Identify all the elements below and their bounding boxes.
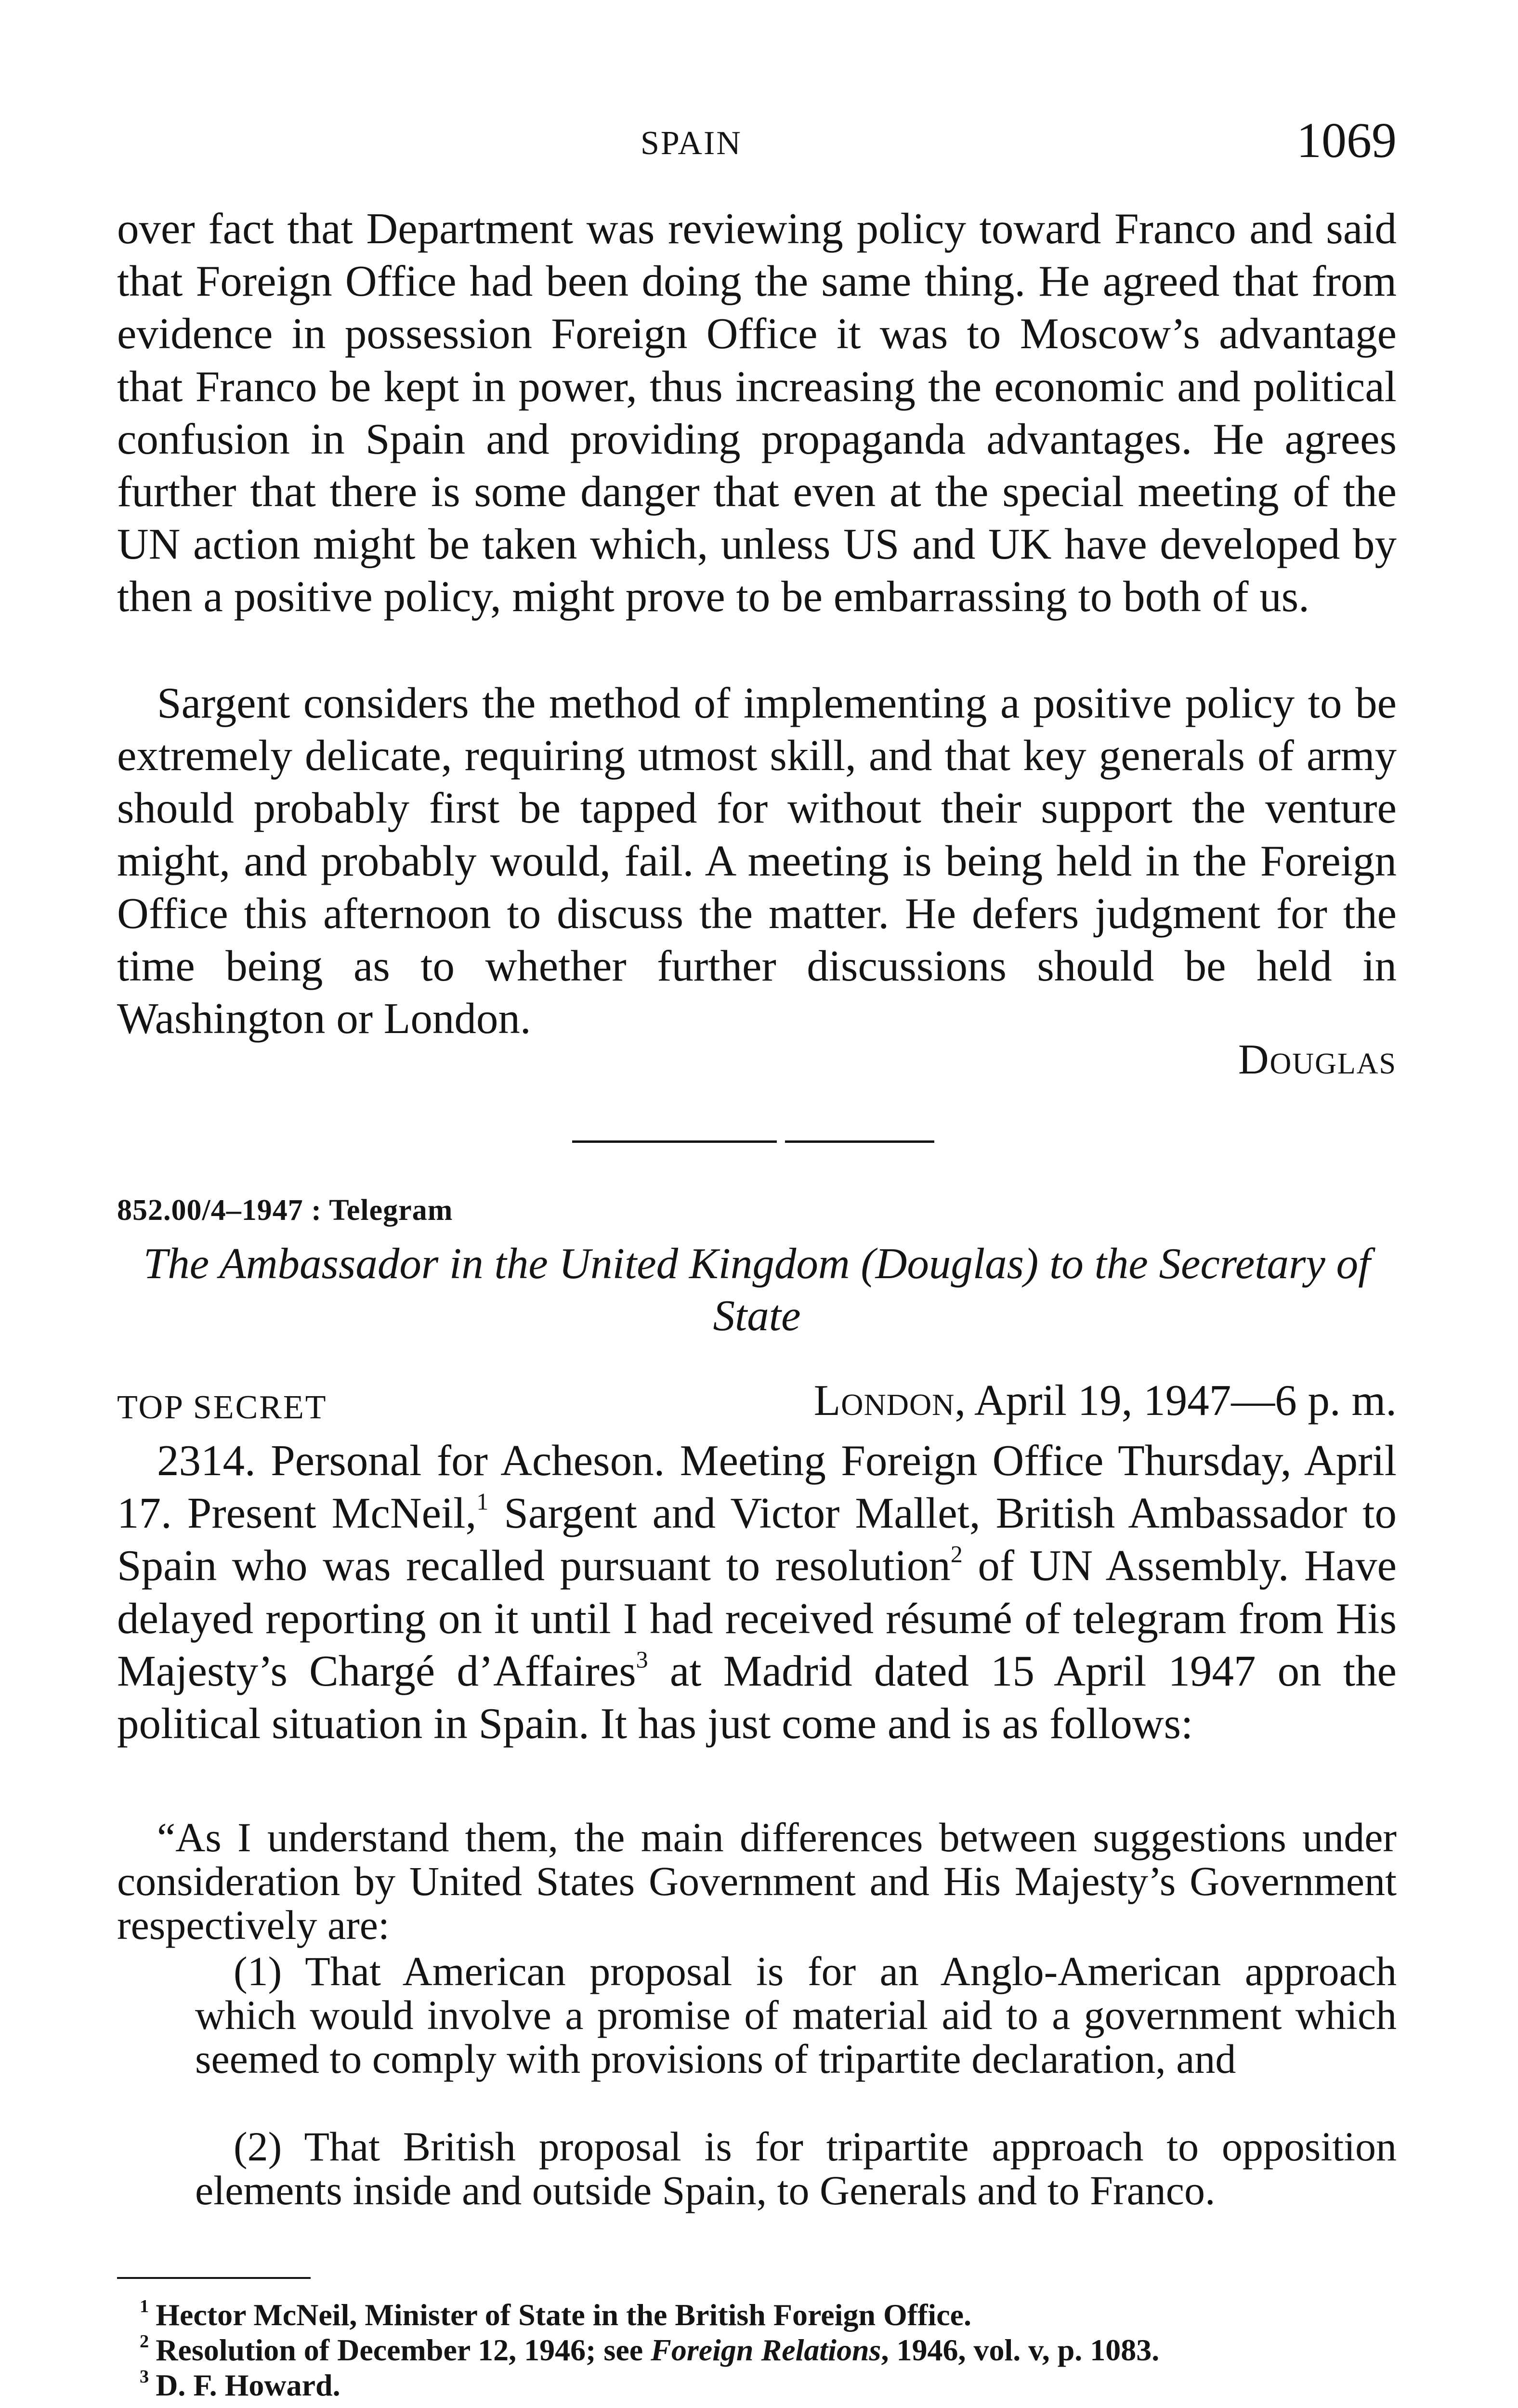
document-file-number: 852.00/4–1947 : Telegram (117, 1194, 453, 1227)
telegram-text-part-4: at Madrid dated 15 April 1947 on the political situation in Spain. It has just come and is as follows: (117, 1646, 1397, 1748)
continuation-paragraph: over fact that Department was reviewing policy toward Franco and said that Foreign Office had been doing the same thing. He agreed that from evidence in possession Foreign Office it was to Moscow’s advantage that Franco be kept in power, thus increasing the economic and political confusion in Spain and providing propaganda advantages. He agrees further that there is some danger that even at the special meeting of the UN action might be taken which, unless US and UK have developed by then a positive policy, might prove to be embarrassing to both of us. (117, 204, 1397, 621)
page-number: 1069 (1296, 113, 1397, 168)
telegram-paragraph (117, 1434, 1397, 1750)
quote-item-1: (1) That American proposal is for an Anglo-American approach which would involve a promise of material aid to a government which seemed to comply with provisions of tripartite declaration, and (195, 1948, 1397, 2082)
footnote-ref-3: 3 (636, 1646, 648, 1673)
footnote-2-text-b: , 1946, vol. v, p. 1083. (881, 2332, 1160, 2367)
quote-intro: “As I understand them, the main differences between suggestions under consideration by United States Government and His Majesty’s Government respectively are: (117, 1814, 1397, 1948)
place: London (813, 1376, 955, 1425)
classification-label: TOP SECRET (117, 1389, 327, 1426)
section-divider-right (785, 1140, 934, 1143)
telegram-text-part-3: of UN Assembly. Have delayed reporting on it until I had received résumé of telegram from His Majesty’s Chargé d’Affaires (117, 1541, 1397, 1695)
footnote-rule (117, 2277, 311, 2279)
section-divider-left (572, 1140, 777, 1143)
footnote-2-number: 2 (140, 2331, 149, 2352)
footnote-ref-1: 1 (476, 1488, 489, 1515)
running-head: SPAIN (641, 125, 742, 162)
footnote-1-text: Hector McNeil, Minister of State in the British Foreign Office. (156, 2297, 972, 2332)
telegram-text-part-1: 2314. Personal for Acheson. Meeting Foreign Office Thursday, April 17. Present McNeil, (117, 1436, 1397, 1538)
signature: Douglas (1238, 1036, 1397, 1083)
date: , April 19, 1947—6 p. m. (955, 1376, 1397, 1425)
document-title: The Ambassador in the United Kingdom (Douglas) to the Secretary of State (143, 1239, 1371, 1340)
footnote-2-text-a: Resolution of December 12, 1946; see (156, 2332, 651, 2367)
footnote-3-number: 3 (140, 2367, 149, 2387)
telegram-text-part-2: Sargent and Victor Mallet, British Ambassador to Spain who was recalled pursuant to resolution (117, 1489, 1397, 1590)
footnote-1-number: 1 (140, 2296, 149, 2316)
footnote-2-italic: Foreign Relations (651, 2332, 881, 2367)
footnote-3-text: D. F. Howard. (156, 2368, 340, 2402)
sargent-paragraph: Sargent considers the method of implementing a positive policy to be extremely delicate, requiring utmost skill, and that key generals of army should probably first be tapped for without their support the venture might, and probably would, fail. A meeting is being held in the Foreign Office this afternoon to discuss the matter. He defers judgment for the time being as to whether further discussions should be held in Washington or London. (117, 679, 1397, 1043)
footnote-ref-2: 2 (950, 1540, 963, 1568)
quote-item-2: (2) That British proposal is for tripartite approach to opposition elements inside and outside Spain, to Generals and to Franco. (195, 2123, 1397, 2213)
place-and-date (814, 1375, 1397, 1426)
footnote-3 (140, 2359, 1397, 2403)
